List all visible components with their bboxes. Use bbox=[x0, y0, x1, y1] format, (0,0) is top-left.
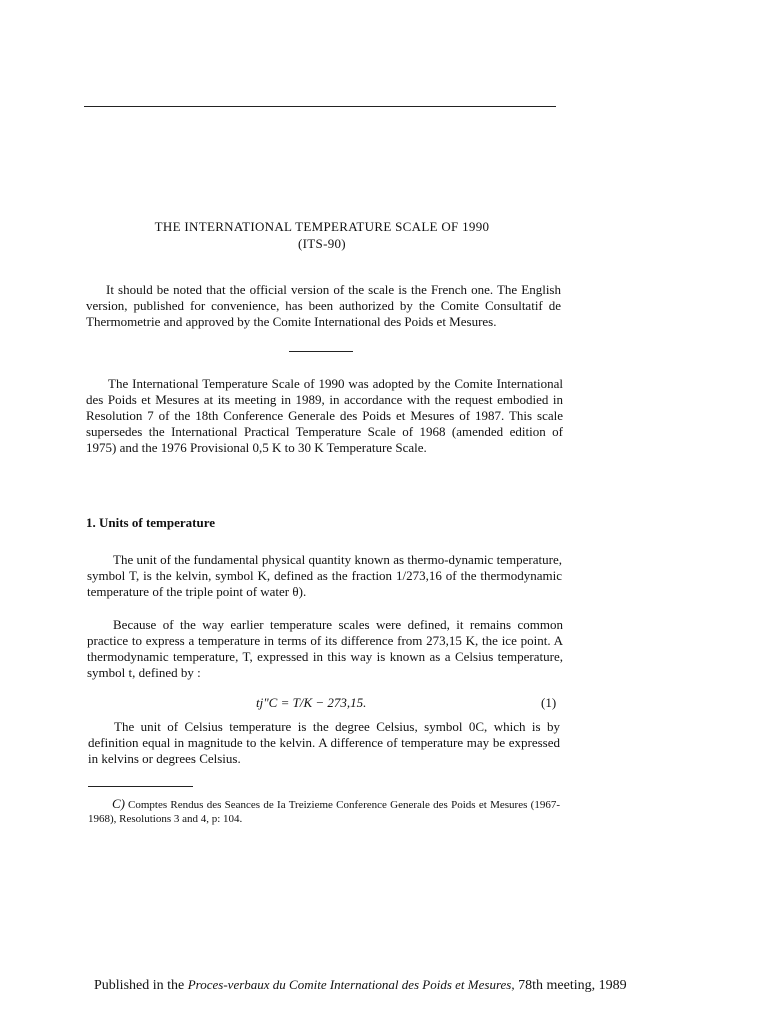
footnote bbox=[88, 797, 560, 826]
paragraph-2: Because of the way earlier temperature scales were defined, it remains common practice to express a temperature in terms of its difference from 273,15 K, the ice point. A thermodynamic temperature, T, expressed in this way is known as a Celsius temperature, symbol t, defined by : bbox=[87, 617, 563, 680]
published-meeting: 78th meeting, 1989 bbox=[518, 978, 627, 993]
published-journal: Proces-verbaux du Comite International des Poids et Mesures, bbox=[187, 977, 515, 992]
paragraph-3: The unit of Celsius temperature is the degree Celsius, symbol 0C, which is by definition equal in magnitude to the kelvin. A difference of temperature may be expressed in kelvins or degrees Celsius. bbox=[88, 719, 560, 766]
published-prefix: Published in the bbox=[94, 978, 185, 993]
official-version-note: It should be noted that the official version of the scale is the French one. The English version, published for convenience, has been authorized by the Comite Consultatif de Thermometrie and approved by the Comite International des Poids et Mesures. bbox=[86, 282, 561, 329]
document-title bbox=[0, 219, 644, 252]
celsius-equation: tj"C = T/K − 273,15. bbox=[256, 695, 367, 710]
footnote-text: Comptes Rendus des Seances de Ia Treizieme Conference Generale des Poids et Mesures (1967-1968), Resolutions 3 and 4, p: 104. bbox=[88, 799, 560, 825]
intro-paragraph: The International Temperature Scale of 1990 was adopted by the Comite International des Poids et Mesures at its meeting in 1989, in accordance with the request embodied in Resolution 7 of the 18th Conference Generale des Poids et Mesures of 1987. This scale supersedes the International Practical Temperature Scale of 1968 (amended edition of 1975) and the 1976 Provisional 0,5 K to 30 K Temperature Scale. bbox=[86, 376, 563, 455]
footnote-marker: C) bbox=[112, 796, 125, 811]
note-separator bbox=[289, 351, 353, 352]
footnote-rule bbox=[88, 786, 193, 787]
equation-number: (1) bbox=[541, 695, 557, 710]
top-rule bbox=[84, 106, 556, 107]
title-line-1: THE INTERNATIONAL TEMPERATURE SCALE OF 1990 bbox=[154, 219, 490, 234]
section-1-heading: 1. Units of temperature bbox=[86, 515, 216, 530]
title-line-2: (ITS-90) bbox=[298, 236, 346, 251]
paragraph-1: The unit of the fundamental physical quantity known as thermo-dynamic temperature, symbol T, is the kelvin, symbol K, defined as the fraction 1/273,16 of the thermodynamic temperature of the triple point of water θ). bbox=[87, 552, 562, 599]
publication-line bbox=[94, 977, 627, 994]
